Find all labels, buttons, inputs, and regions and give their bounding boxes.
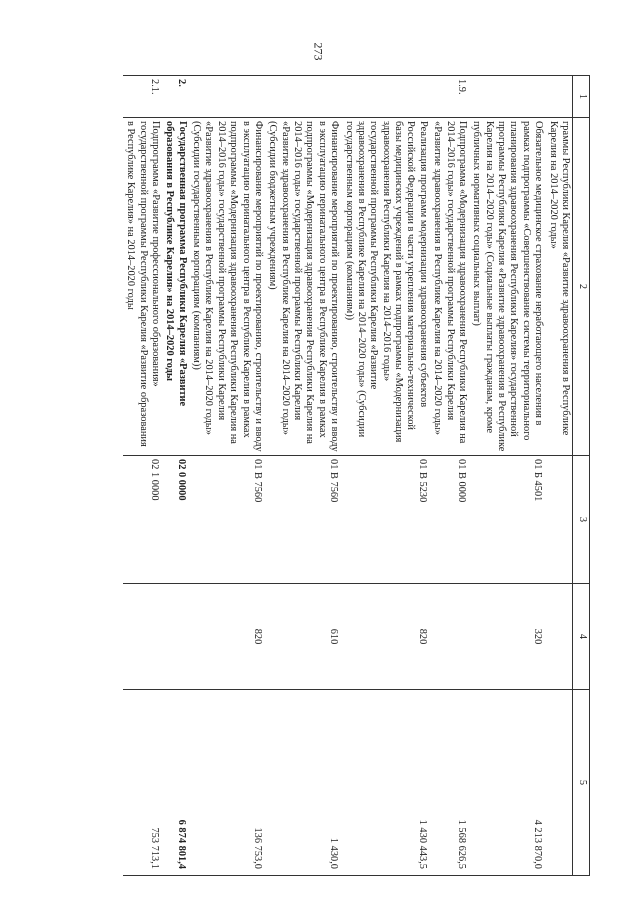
row-expense-type: 320 [469,584,545,690]
table-row [341,76,430,876]
table-header-row [573,76,590,876]
row-number: 2.1. [123,76,162,118]
row-name: Финансирование мероприятий по проектированию, строительству и вводу в эксплуатацию перинатального центра в Республике Карелия в рамках подпрограммы «Модернизация здравоохранения Республики Карелия на 2014–2016 годы» государственной программы Республики Карелия «Развитие здравоохранения в Республике Карелия на 2014–2020 годы» (Субсидии государственным корпорациям (компаниям)) [189,118,265,456]
header-col-2: 2 [573,118,590,456]
budget-table [123,75,590,876]
row-amount: 6 874 801,4 [162,690,189,876]
row-expense-type: 610 [265,584,341,690]
row-code: 02 1 0000 [123,456,162,584]
header-col-1: 1 [573,76,590,118]
row-code: 01 В 7560 [265,456,341,584]
row-amount: 1 568 626,5 [430,690,469,876]
table-body [123,76,573,876]
row-name: Реализация программ модернизации здравоохранения субъектов Российской Федерации в части укрепления материально-технической базы медицинских учреждений в рамках подпрограммы «Модернизация здравоохранения Республики Карелия на 2014–2016 годы» государственной программы Республики Карелия «Развитие здравоохранения в Республике Карелия на 2014–2020 годы» (Субсидии государственным корпорациям (компаниям)) [341,118,430,456]
row-code: 01 В 0000 [430,456,469,584]
row-number: 1.9. [430,76,469,118]
row-expense-type [430,584,469,690]
row-number [545,76,572,118]
row-name: Подпрограмма «Модернизация здравоохранения Республики Карелия на 2014–2016 годы» государственной программы Республики Карелия «Развитие здравоохранения в Республике Карелия на 2014–2020 годы» [430,118,469,456]
row-name: граммы Республики Карелия «Развитие здравоохранения в Республике Карелия на 2014–2020 годы» [545,118,572,456]
row-code: 01 Б 4501 [469,456,545,584]
row-number [265,76,341,118]
row-number [341,76,430,118]
row-code: 01 В 7560 [189,456,265,584]
row-number: 2. [162,76,189,118]
row-expense-type: 820 [189,584,265,690]
row-amount: 753 713,1 [123,690,162,876]
header-col-5: 5 [573,690,590,876]
row-code: 01 В 5230 [341,456,430,584]
row-amount: 136 753,0 [189,690,265,876]
row-code [545,456,572,584]
row-amount: 1 430 443,5 [341,690,430,876]
row-number [189,76,265,118]
row-expense-type [123,584,162,690]
row-number [469,76,545,118]
table-row [123,76,162,876]
table-row [265,76,341,876]
row-amount: 4 213 870,0 [469,690,545,876]
row-name: Финансирование мероприятий по проектированию, строительству и вводу в эксплуатацию перинатального центра в Республике Карелия в рамках подпрограммы «Модернизация здравоохранения Республики Карелия на 2014–2016 годы» государственной программы Республики Карелия «Развитие здравоохранения в Республике Карелия на 2014–2020 годы» (Субсидии бюджетным учреждениям) [265,118,341,456]
row-name: Государственная программа Республики Карелия «Развитие образования в Республике Карелия» на 2014–2020 годы [162,118,189,456]
header-col-4: 4 [573,584,590,690]
budget-table-sheet [70,75,590,875]
header-col-3: 3 [573,456,590,584]
row-expense-type [545,584,572,690]
table-row [545,76,572,876]
page-number: 273 [311,42,326,61]
row-code: 02 0 0000 [162,456,189,584]
table-row [162,76,189,876]
row-name: Подпрограмма «Развитие профессионального образования» государственной программы Республики Карелия «Развитие образования в Республике Карелия» на 2014–2020 годы [123,118,162,456]
table-row [469,76,545,876]
row-expense-type: 820 [341,584,430,690]
row-amount [545,690,572,876]
table-row [189,76,265,876]
row-name: Обязательное медицинское страхование неработающего населения в рамках подпрограммы «Совершенствование системы территориального планирования здравоохранения Республики Карелия» государственной программы Республики Карелия «Развитие здравоохранения в Республике Карелия на 2014–2020 годы» (Социальные выплаты гражданам, кроме публичных нормативных социальных выплат) [469,118,545,456]
table-row [430,76,469,876]
row-expense-type [162,584,189,690]
row-amount: 1 430,0 [265,690,341,876]
